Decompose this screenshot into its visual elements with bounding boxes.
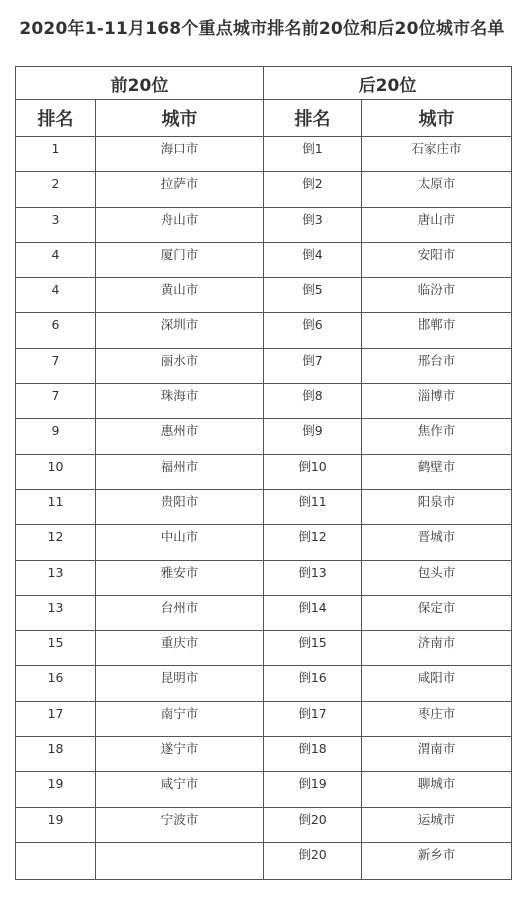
bottom-city-cell: 运城市 <box>362 807 512 842</box>
bottom-city-cell: 鹤壁市 <box>362 454 512 489</box>
bottom-rank-cell: 倒2 <box>264 172 362 207</box>
bottom-rank-cell: 倒8 <box>264 384 362 419</box>
bottom-city-cell: 淄博市 <box>362 384 512 419</box>
table-row <box>16 842 512 879</box>
top-city-cell: 中山市 <box>96 525 264 560</box>
bottom-rank-cell: 倒11 <box>264 489 362 524</box>
bottom-rank-cell: 倒10 <box>264 454 362 489</box>
table-row <box>16 207 512 242</box>
rank-column-header: 排名 <box>16 100 96 137</box>
bottom-rank-cell: 倒3 <box>264 207 362 242</box>
table-row <box>16 560 512 595</box>
table-row <box>16 242 512 277</box>
bottom-rank-cell: 倒15 <box>264 631 362 666</box>
table-row <box>16 807 512 842</box>
top-rank-cell: 18 <box>16 737 96 772</box>
bottom-rank-cell: 倒20 <box>264 842 362 879</box>
bottom-rank-cell: 倒5 <box>264 278 362 313</box>
top-rank-cell: 13 <box>16 560 96 595</box>
bottom-city-cell: 济南市 <box>362 631 512 666</box>
top-city-cell: 重庆市 <box>96 631 264 666</box>
top-city-cell: 南宁市 <box>96 701 264 736</box>
top-city-cell: 宁波市 <box>96 807 264 842</box>
top-city-cell: 遂宁市 <box>96 737 264 772</box>
top-rank-cell: 2 <box>16 172 96 207</box>
table-row <box>16 631 512 666</box>
top-rank-cell: 11 <box>16 489 96 524</box>
page-title: 2020年1-11月168个重点城市排名前20位和后20位城市名单 <box>19 19 505 39</box>
bottom-city-cell: 新乡市 <box>362 842 512 879</box>
top-rank-cell: 3 <box>16 207 96 242</box>
top-rank-cell: 17 <box>16 701 96 736</box>
table-row <box>16 172 512 207</box>
top-city-cell: 咸宁市 <box>96 772 264 807</box>
bottom-city-cell: 阳泉市 <box>362 489 512 524</box>
bottom-rank-cell: 倒14 <box>264 595 362 630</box>
bottom-20-group-header: 后20位 <box>264 67 512 100</box>
bottom-city-cell: 保定市 <box>362 595 512 630</box>
top-rank-cell: 4 <box>16 278 96 313</box>
bottom-rank-cell: 倒6 <box>264 313 362 348</box>
top-rank-cell: 19 <box>16 807 96 842</box>
table-row <box>16 489 512 524</box>
bottom-rank-cell: 倒13 <box>264 560 362 595</box>
table-row <box>16 772 512 807</box>
top-city-cell: 厦门市 <box>96 242 264 277</box>
ranking-table <box>15 66 512 880</box>
bottom-city-cell: 太原市 <box>362 172 512 207</box>
table-row <box>16 384 512 419</box>
bottom-rank-cell: 倒19 <box>264 772 362 807</box>
bottom-rank-cell: 倒9 <box>264 419 362 454</box>
top-rank-cell: 7 <box>16 348 96 383</box>
bottom-city-cell: 邢台市 <box>362 348 512 383</box>
top-20-group-header: 前20位 <box>16 67 264 100</box>
bottom-rank-cell: 倒20 <box>264 807 362 842</box>
bottom-rank-cell: 倒4 <box>264 242 362 277</box>
table-row <box>16 419 512 454</box>
top-rank-cell: 1 <box>16 137 96 172</box>
table-row <box>16 137 512 172</box>
top-city-cell: 珠海市 <box>96 384 264 419</box>
bottom-city-cell: 包头市 <box>362 560 512 595</box>
top-rank-cell: 15 <box>16 631 96 666</box>
top-rank-cell: 7 <box>16 384 96 419</box>
top-rank-cell: 10 <box>16 454 96 489</box>
top-rank-cell: 9 <box>16 419 96 454</box>
top-city-cell: 福州市 <box>96 454 264 489</box>
table-row <box>16 737 512 772</box>
top-city-cell: 惠州市 <box>96 419 264 454</box>
bottom-city-cell: 咸阳市 <box>362 666 512 701</box>
bottom-city-cell: 焦作市 <box>362 419 512 454</box>
top-city-cell <box>96 842 264 879</box>
bottom-rank-cell: 倒17 <box>264 701 362 736</box>
top-rank-cell: 16 <box>16 666 96 701</box>
table-row <box>16 454 512 489</box>
top-rank-cell: 19 <box>16 772 96 807</box>
bottom-rank-cell: 倒18 <box>264 737 362 772</box>
bottom-city-cell: 石家庄市 <box>362 137 512 172</box>
city-column-header: 城市 <box>362 100 512 137</box>
bottom-rank-cell: 倒16 <box>264 666 362 701</box>
city-column-header: 城市 <box>96 100 264 137</box>
table-row <box>16 313 512 348</box>
top-rank-cell: 12 <box>16 525 96 560</box>
top-city-cell: 海口市 <box>96 137 264 172</box>
bottom-city-cell: 安阳市 <box>362 242 512 277</box>
table-row <box>16 666 512 701</box>
bottom-city-cell: 临汾市 <box>362 278 512 313</box>
rank-column-header: 排名 <box>264 100 362 137</box>
top-city-cell: 拉萨市 <box>96 172 264 207</box>
top-city-cell: 丽水市 <box>96 348 264 383</box>
top-city-cell: 贵阳市 <box>96 489 264 524</box>
top-rank-cell: 6 <box>16 313 96 348</box>
bottom-rank-cell: 倒7 <box>264 348 362 383</box>
bottom-city-cell: 晋城市 <box>362 525 512 560</box>
bottom-city-cell: 唐山市 <box>362 207 512 242</box>
top-rank-cell: 4 <box>16 242 96 277</box>
table-row <box>16 595 512 630</box>
top-rank-cell: 13 <box>16 595 96 630</box>
top-city-cell: 黄山市 <box>96 278 264 313</box>
top-city-cell: 雅安市 <box>96 560 264 595</box>
top-city-cell: 台州市 <box>96 595 264 630</box>
top-city-cell: 深圳市 <box>96 313 264 348</box>
table-row <box>16 348 512 383</box>
table-row <box>16 701 512 736</box>
bottom-rank-cell: 倒12 <box>264 525 362 560</box>
top-city-cell: 昆明市 <box>96 666 264 701</box>
bottom-city-cell: 聊城市 <box>362 772 512 807</box>
bottom-city-cell: 渭南市 <box>362 737 512 772</box>
table-row <box>16 525 512 560</box>
bottom-city-cell: 邯郸市 <box>362 313 512 348</box>
bottom-rank-cell: 倒1 <box>264 137 362 172</box>
top-rank-cell <box>16 842 96 879</box>
table-row <box>16 278 512 313</box>
top-city-cell: 舟山市 <box>96 207 264 242</box>
bottom-city-cell: 枣庄市 <box>362 701 512 736</box>
